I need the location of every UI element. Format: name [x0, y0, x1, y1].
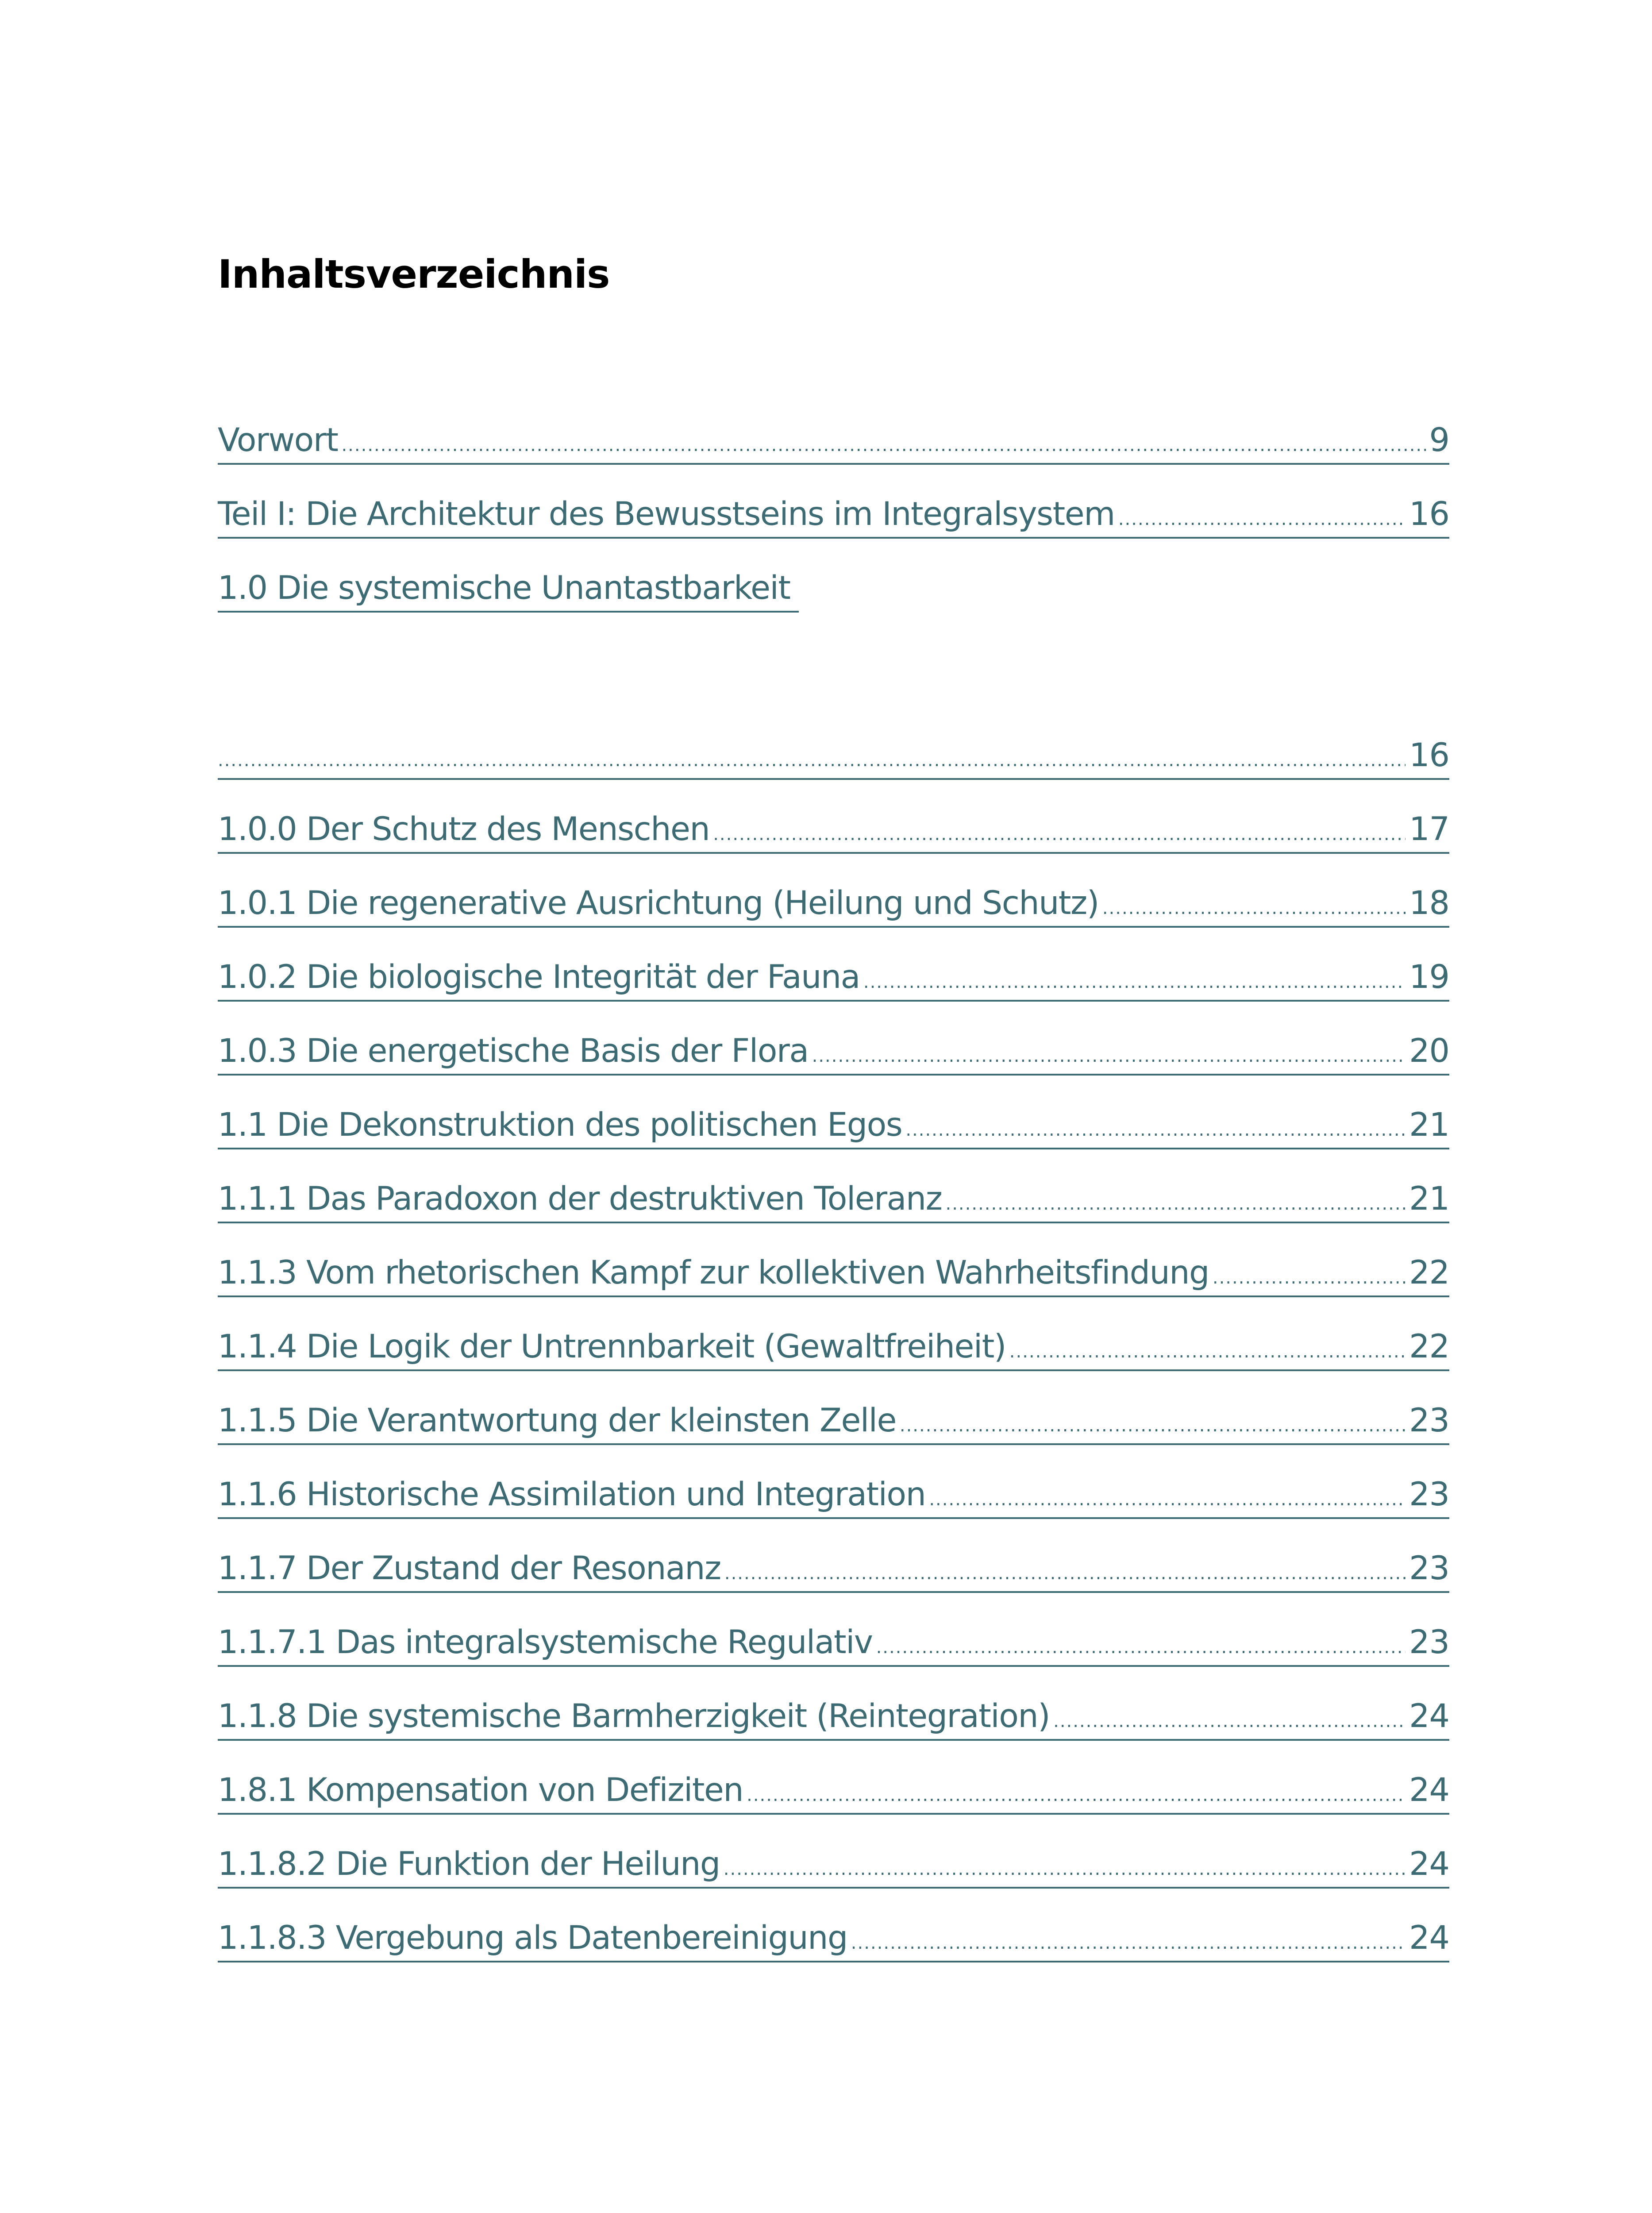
toc-entry-title: 1.0.1 Die regenerative Ausrichtung (Heilung und Schutz)	[218, 884, 1099, 922]
toc-entry-page: 23	[1409, 1623, 1449, 1661]
toc-entry-1-0-leader-line[interactable]	[218, 731, 1449, 780]
toc-entry-1-0-0[interactable]	[218, 805, 1449, 854]
toc-entry-page: 23	[1409, 1550, 1449, 1587]
toc-entry-1-1-8-2[interactable]	[218, 1840, 1449, 1889]
toc-entry-title: 1.1.8.3 Vergebung als Datenbereinigung	[218, 1919, 847, 1957]
toc-dot-leader	[900, 1401, 1406, 1450]
toc-dot-leader	[1102, 884, 1406, 933]
toc-dot-leader	[876, 1623, 1406, 1672]
toc-entry-page: 9	[1429, 421, 1449, 459]
toc-entry-title: Teil I: Die Architektur des Bewusstseins im Integralsystem	[218, 495, 1115, 533]
toc-entry-page: 16	[1409, 736, 1449, 774]
toc-entry-1-1-6[interactable]	[218, 1470, 1449, 1519]
toc-entry-title: 1.8.1 Kompensation von Defiziten	[218, 1771, 743, 1809]
toc-entry-page: 21	[1409, 1180, 1449, 1218]
toc-entry-1-1-7[interactable]	[218, 1544, 1449, 1593]
toc-entry-1-1-3[interactable]	[218, 1249, 1449, 1297]
toc-entry-1-1-4[interactable]	[218, 1322, 1449, 1371]
toc-dot-leader	[905, 1106, 1406, 1154]
toc-entry-1-1-8-3[interactable]	[218, 1914, 1449, 1962]
toc-dot-leader	[1053, 1697, 1406, 1746]
toc-entry-title: 1.1.5 Die Verantwortung der kleinsten Zelle	[218, 1402, 896, 1439]
toc-entry-page: 18	[1409, 884, 1449, 922]
toc-entry-1-0-2[interactable]	[218, 953, 1449, 1002]
toc-entry-title: 1.1.8 Die systemische Barmherzigkeit (Reintegration)	[218, 1697, 1050, 1735]
toc-entry-teil-1[interactable]	[218, 490, 1449, 539]
toc-entry-page: 21	[1409, 1106, 1449, 1144]
toc-entry-title: 1.1.6 Historische Assimilation und Integration	[218, 1476, 926, 1513]
toc-entry-page: 16	[1409, 495, 1449, 533]
toc-entry-page: 22	[1409, 1328, 1449, 1365]
toc-entry-title: 1.0 Die systemische Unantastbarkeit	[218, 569, 790, 607]
toc-dot-leader	[747, 1771, 1406, 1820]
toc-entry-page: 20	[1409, 1032, 1449, 1070]
toc-entry-page: 23	[1409, 1402, 1449, 1439]
toc-entry-1-0-1[interactable]	[218, 879, 1449, 928]
toc-dot-leader	[946, 1180, 1406, 1228]
toc-dot-leader	[724, 1549, 1406, 1598]
toc-entry-page: 24	[1409, 1845, 1449, 1883]
toc-dot-leader	[851, 1919, 1406, 1967]
toc-entry-page: 19	[1409, 958, 1449, 996]
toc-entry-1-1[interactable]	[218, 1101, 1449, 1149]
toc-entry-title: 1.0.3 Die energetische Basis der Flora	[218, 1032, 809, 1070]
toc-dot-leader	[1213, 1253, 1406, 1302]
toc-dot-leader	[863, 958, 1406, 1006]
toc-entry-page: 24	[1409, 1919, 1449, 1957]
toc-entry-1-0-3[interactable]	[218, 1027, 1449, 1076]
toc-dot-leader	[724, 1845, 1406, 1893]
toc-heading: Inhaltsverzeichnis	[218, 251, 610, 297]
toc-dot-leader	[1009, 1327, 1406, 1376]
toc-entry-page: 17	[1409, 810, 1449, 848]
toc-dot-leader	[713, 810, 1406, 859]
toc-entry-1-1-8[interactable]	[218, 1692, 1449, 1741]
toc-dot-leader	[812, 1032, 1406, 1080]
toc-entry-title: 1.1.8.2 Die Funktion der Heilung	[218, 1845, 720, 1883]
toc-entry-1-1-1[interactable]	[218, 1175, 1449, 1223]
toc-entry-title: 1.1.1 Das Paradoxon der destruktiven Toleranz	[218, 1180, 942, 1218]
toc-dot-leader	[218, 736, 1406, 785]
toc-entry-title: 1.1.7.1 Das integralsystemische Regulativ	[218, 1623, 873, 1661]
toc-dot-leader	[1118, 495, 1406, 544]
toc-entry-title: 1.1.4 Die Logik der Untrennbarkeit (Gewaltfreiheit)	[218, 1328, 1006, 1365]
toc-entry-title: 1.0.2 Die biologische Integrität der Fauna	[218, 958, 860, 996]
toc-entry-page: 24	[1409, 1771, 1449, 1809]
toc-entry-1-1-7-1[interactable]	[218, 1618, 1449, 1667]
toc-dot-leader	[929, 1475, 1406, 1524]
toc-entry-1-0-title-line[interactable]	[218, 564, 799, 613]
toc-entry-title: 1.1 Die Dekonstruktion des politischen Egos	[218, 1106, 902, 1144]
toc-entry-title: 1.1.3 Vom rhetorischen Kampf zur kollektiven Wahrheitsfindung	[218, 1254, 1209, 1292]
toc-entry-title: 1.1.7 Der Zustand der Resonanz	[218, 1550, 721, 1587]
toc-entry-title: Vorwort	[218, 421, 338, 459]
toc-entry-page: 22	[1409, 1254, 1449, 1292]
toc-entry-1-8-1[interactable]	[218, 1766, 1449, 1815]
toc-entry-page: 24	[1409, 1697, 1449, 1735]
toc-entry-1-1-5[interactable]	[218, 1396, 1449, 1445]
toc-entry-page: 23	[1409, 1476, 1449, 1513]
toc-entry-vorwort[interactable]	[218, 416, 1449, 465]
toc-dot-leader	[341, 421, 1425, 470]
toc-entry-title: 1.0.0 Der Schutz des Menschen	[218, 810, 710, 848]
